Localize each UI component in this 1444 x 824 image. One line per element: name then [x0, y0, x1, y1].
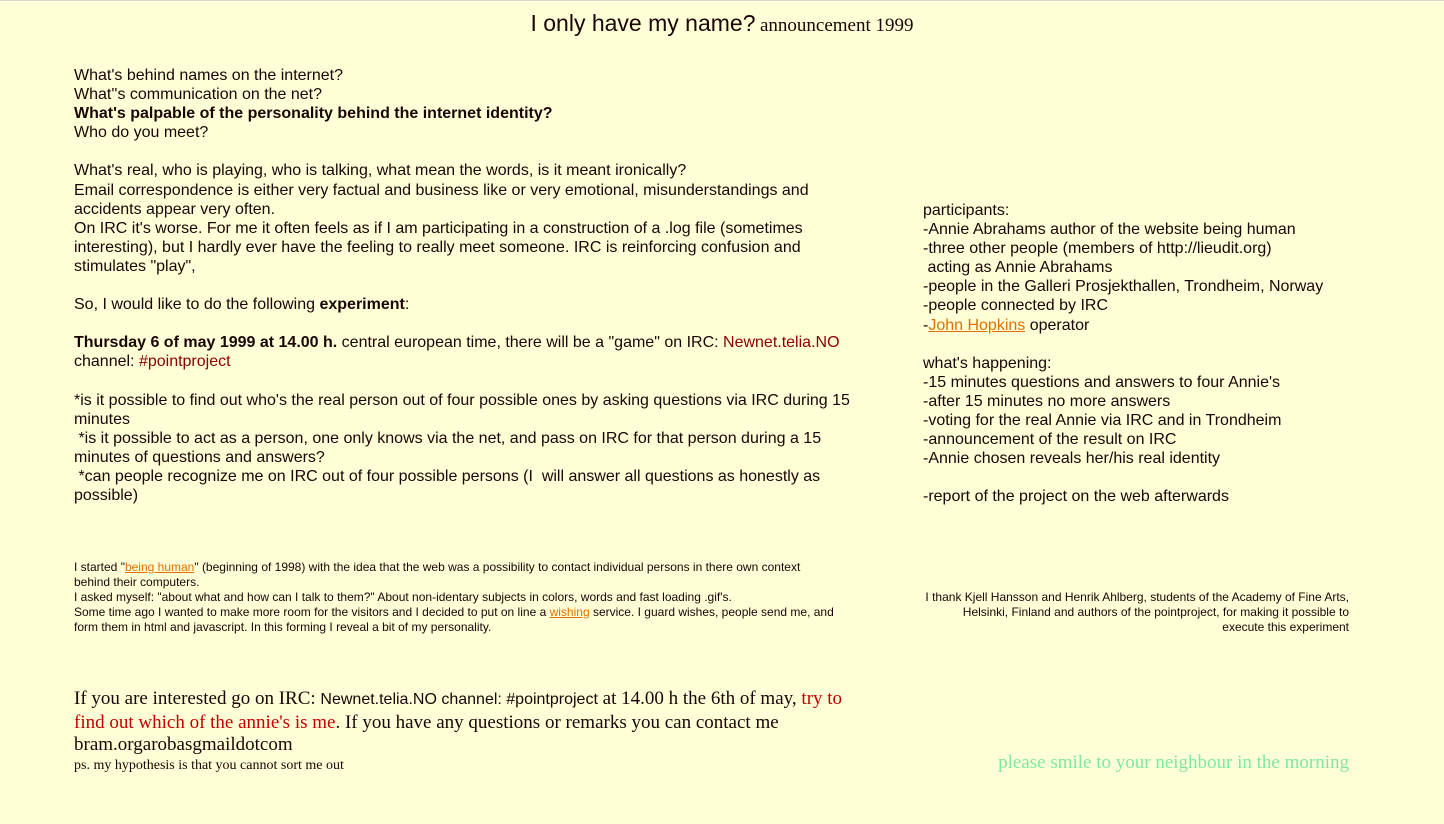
page-title: [0, 10, 1444, 37]
question-item: possible): [74, 487, 139, 505]
note-text: Some time ago I wanted to make more room for the visitors and I decided to put on line a: [74, 605, 550, 619]
irc-server: Newnet.telia.NO: [723, 334, 840, 352]
title-main: I only have my name?: [530, 10, 756, 36]
participant-dash: -: [923, 316, 929, 334]
participant-item: -three other people (members of http://lieudit.org): [923, 240, 1272, 258]
question-item: *can people recognize me on IRC out of four possible persons (I will answer all questions as honestly as: [74, 467, 821, 485]
participants-panel: [923, 201, 1393, 507]
experiment-intro: [74, 295, 874, 314]
happening-item: -announcement of the result on IRC: [923, 431, 1177, 449]
note-line: [74, 560, 874, 575]
participant-item: acting as Annie Abrahams: [923, 259, 1113, 277]
paragraph-line: What's real, who is playing, who is talking, what mean the words, is it meant ironically?: [74, 162, 687, 180]
happening-item: -15 minutes questions and answers to four Annie's: [923, 373, 1281, 391]
event-desc: central european time, there will be a "game" on IRC:: [337, 334, 724, 352]
happening-item: -Annie chosen reveals her/his real identity: [923, 450, 1221, 468]
event-date: Thursday 6 of may 1999 at 14.00 h.: [74, 334, 338, 352]
question-line: What''s communication on the net?: [74, 86, 323, 104]
participants-heading: participants:: [923, 202, 1010, 219]
background-note: [74, 560, 874, 635]
wishing-link[interactable]: wishing: [549, 605, 590, 619]
question-item: *is it possible to act as a person, one only knows via the net, and pass on IRC for that person during a 15: [74, 429, 822, 447]
john-hopkins-link[interactable]: John Hopkins: [928, 316, 1026, 334]
cta-contact: . If you have any questions or remarks you can contact me: [335, 711, 779, 733]
participant-item: [923, 316, 1393, 335]
paragraph-line: accidents appear very often.: [74, 200, 276, 218]
note-line: [74, 605, 874, 620]
question-item: minutes: [74, 410, 131, 428]
note-line: behind their computers.: [74, 575, 200, 589]
participant-item: -people connected by IRC: [923, 297, 1108, 315]
postscript: ps. my hypothesis is that you cannot sort me out: [74, 757, 344, 773]
note-line: form them in html and javascript. In this forming I reveal a bit of my personality.: [74, 620, 492, 634]
question-line: What's behind names on the internet?: [74, 67, 343, 84]
intro-questions: [74, 66, 874, 142]
question-item: *is it possible to find out who's the real person out of four possible ones by asking questions via IRC during 15: [74, 391, 850, 409]
channel-label: channel:: [74, 353, 139, 371]
intro-paragraph: [74, 161, 874, 276]
paragraph-line: interesting), but I hardly ever have the feeling to really meet someone. IRC is reinforcing confusion and: [74, 238, 801, 256]
thanks-note: I thank Kjell Hansson and Henrik Ahlberg, students of the Academy of Fine Arts, Helsinki, Finland and authors of the pointproject, for making it possible to execute this experiment: [925, 590, 1349, 634]
happening-item: -voting for the real Annie via IRC and in Trondheim: [923, 412, 1282, 430]
cta-challenge: try to find out which of the annie's is me: [74, 688, 843, 733]
question-line: Who do you meet?: [74, 124, 209, 142]
being-human-link[interactable]: being human: [124, 560, 195, 574]
question-line-bold: What's palpable of the personality behind the internet identity?: [74, 105, 553, 123]
questions-list: [74, 391, 874, 506]
experiment-post: :: [404, 296, 410, 314]
note-text: " (beginning of 1998) with the idea that the web was a possibility to contact individual persons in there own context: [194, 560, 801, 574]
experiment-bold: experiment: [319, 296, 405, 314]
contact-email: bram.orgarobasgmaildotcom: [74, 734, 293, 755]
participant-item: -people in the Galleri Prosjekthallen, Trondheim, Norway: [923, 278, 1324, 296]
call-to-action: [74, 688, 874, 775]
note-text: I started ": [74, 560, 125, 574]
happening-item: -report of the project on the web afterwards: [923, 488, 1229, 506]
participant-role: operator: [1025, 316, 1090, 334]
paragraph-line: On IRC it's worse. For me it often feels as if I am participating in a construction of a .log file (sometimes: [74, 219, 803, 237]
happening-heading: what's happening:: [923, 354, 1052, 372]
note-line: I asked myself: "about what and how can I talk to them?" About non-identary subjects in colors, words and fast loading .gif's.: [74, 590, 732, 604]
cta-pre: If you are interested go on IRC:: [74, 688, 321, 709]
smile-message: please smile to your neighbour in the morning: [998, 752, 1349, 773]
experiment-pre: So, I would like to do the following: [74, 296, 320, 314]
irc-channel: #pointproject: [138, 353, 231, 371]
note-text: service. I guard wishes, people send me, and: [589, 605, 834, 619]
cta-time: at 14.00 h the 6th of may,: [597, 688, 802, 709]
happening-item: -after 15 minutes no more answers: [923, 392, 1171, 410]
event-details: [74, 333, 874, 371]
paragraph-line: stimulates "play",: [74, 257, 196, 275]
cta-server: Newnet.telia.NO channel: #pointproject: [320, 691, 598, 708]
title-sub: announcement 1999: [759, 15, 914, 36]
question-item: minutes of questions and answers?: [74, 448, 325, 466]
participant-item: -Annie Abrahams author of the website being human: [923, 221, 1296, 239]
intro-text: [74, 66, 874, 524]
paragraph-line: Email correspondence is either very factual and business like or very emotional, misunderstandings and: [74, 181, 809, 199]
